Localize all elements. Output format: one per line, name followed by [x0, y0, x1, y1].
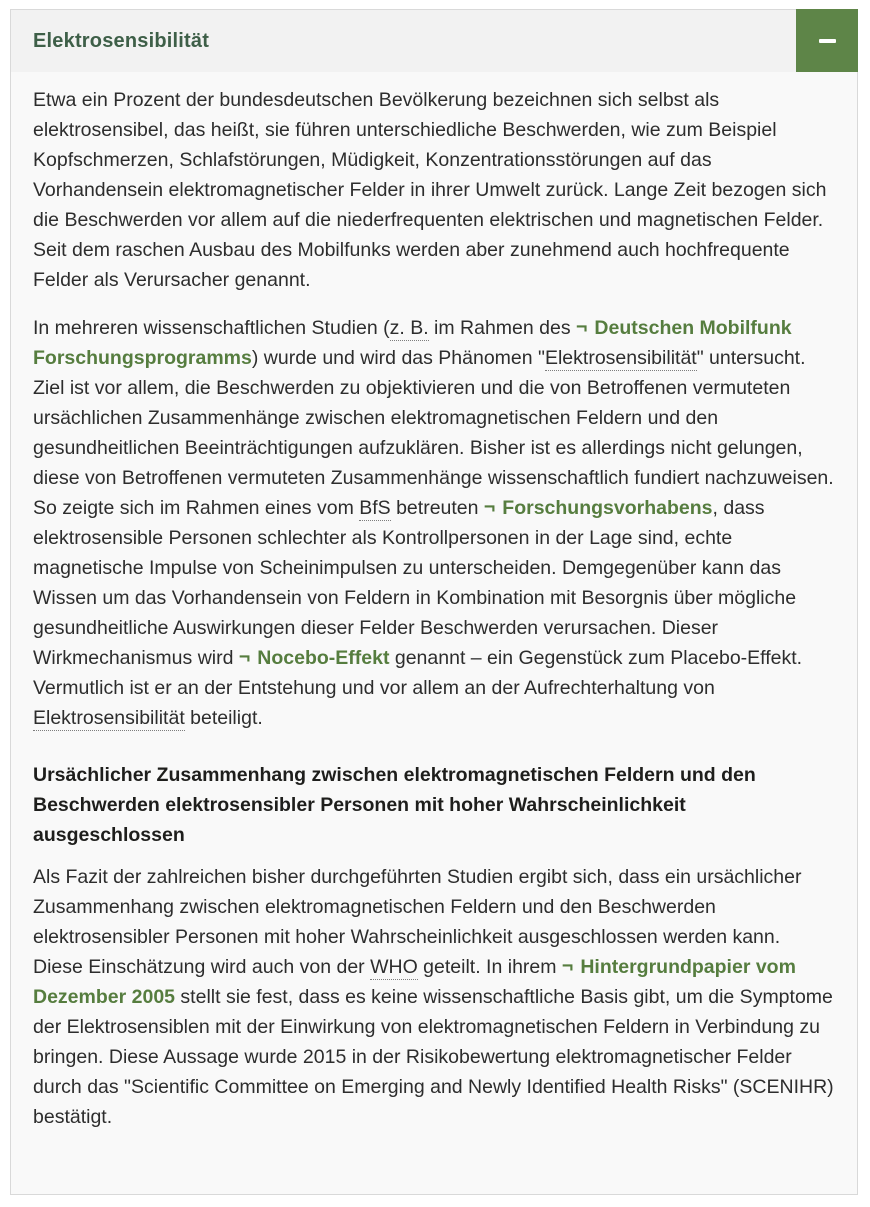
link-deutsches-mobilfunk-forschungsprogramm[interactable]: ¬ Deutschen Mobilfunk Forschungsprogramms [33, 316, 792, 369]
accordion-panel [10, 9, 858, 1195]
link-forschungsvorhaben[interactable]: ¬ Forschungsvorhabens [483, 496, 713, 519]
link-hintergrundpapier-dezember-2005[interactable]: ¬ Hintergrundpapier vom Dezember 2005 [33, 955, 796, 1008]
section-heading: Ursächlicher Zusammenhang zwischen elektromagnetischen Feldern und den Beschwerden elektrosensibler Personen mit hoher Wahrscheinlichkeit ausgeschlossen [33, 764, 756, 846]
paragraph: Etwa ein Prozent der bundesdeutschen Bevölkerung bezeichnen sich selbst als elektrosensibel, das heißt, sie führen unterschiedliche Beschwerden, wie zum Beispiel Kopfschmerzen, Schlafstörungen, Müdigkeit, Konzentrationsstörungen auf das Vorhandensein elektromagnetischer Felder in ihrer Umwelt zurück. Lange Zeit bezogen sich die Beschwerden vor allem auf die niederfrequenten elektrischen und magnetischen Felder. Seit dem raschen Ausbau des Mobilfunks werden aber zunehmend auch hochfrequente Felder als Verursacher genannt. [33, 89, 827, 291]
internal-link-arrow-icon: ¬ [238, 646, 251, 668]
link-nocebo-effekt[interactable]: ¬ Nocebo-Effekt [238, 646, 390, 669]
glossary-term-who[interactable]: WHO [370, 956, 418, 978]
accordion-header[interactable] [11, 10, 857, 72]
collapse-button[interactable] [796, 9, 858, 72]
glossary-term-elektrosensibilitaet[interactable]: Elektrosensibilität [33, 707, 185, 729]
minus-icon [819, 39, 836, 43]
internal-link-arrow-icon: ¬ [483, 496, 496, 518]
paragraph: In mehreren wissenschaftlichen Studien (z. B. im Rahmen des ¬ Deutschen Mobilfunk Forschungsprogramms) wurde und wird das Phänomen "Elektrosensibilität" untersucht. Ziel ist vor allem, die Beschwerden zu objektivieren und die von Betroffenen vermuteten ursächlichen Zusammenhänge zwischen elektromagnetischen Feldern und den gesundheitlichen Beeinträchtigungen aufzuklären. Bisher ist es allerdings nicht gelungen, diese von Betroffenen vermuteten Zusammenhänge wissenschaftlich fundiert nachzuweisen. So zeigte sich im Rahmen eines vom BfS betreuten ¬ Forschungsvorhabens, dass elektrosensible Personen schlechter als Kontrollpersonen in der Lage sind, echte magnetische Impulse von Scheinimpulsen zu unterscheiden. Demgegenüber kann das Wissen um das Vorhandensein von Feldern in Kombination mit Besorgnis über mögliche gesundheitliche Auswirkungen dieser Felder Beschwerden verursachen. Dieser Wirkmechanismus wird ¬ Nocebo-Effekt genannt – ein Gegenstück zum Placebo-Effekt. Vermutlich ist er an der Entstehung und vor allem an der Aufrechterhaltung von Elektrosensibilität beteiligt. [33, 316, 834, 729]
glossary-term-elektrosensibilitaet[interactable]: Elektrosensibilität [544, 347, 697, 369]
paragraph: Als Fazit der zahlreichen bisher durchgeführten Studien ergibt sich, dass ein ursächlicher Zusammenhang zwischen elektromagnetischen Feldern und den Beschwerden elektrosensibler Personen mit hoher Wahrscheinlichkeit ausgeschlossen werden kann. Diese Einschätzung wird auch von der WHO geteilt. In ihrem ¬ Hintergrundpapier vom Dezember 2005 stellt sie fest, dass es keine wissenschaftliche Basis gibt, um die Symptome der Elektrosensiblen mit der Einwirkung von elektromagnetischen Feldern in Verbindung zu bringen. Diese Aussage wurde 2015 in der Risikobewertung elektromagnetischer Felder durch das "Scientific Committee on Emerging and Newly Identified Health Risks" (SCENIHR) bestätigt. [33, 866, 834, 1128]
internal-link-arrow-icon: ¬ [561, 955, 574, 977]
internal-link-arrow-icon: ¬ [576, 316, 588, 338]
glossary-term-bfs[interactable]: BfS [359, 497, 391, 519]
accordion-title: Elektrosensibilität [33, 29, 210, 52]
glossary-term-zb[interactable]: z. B. [389, 317, 429, 339]
accordion-body [11, 72, 857, 1194]
